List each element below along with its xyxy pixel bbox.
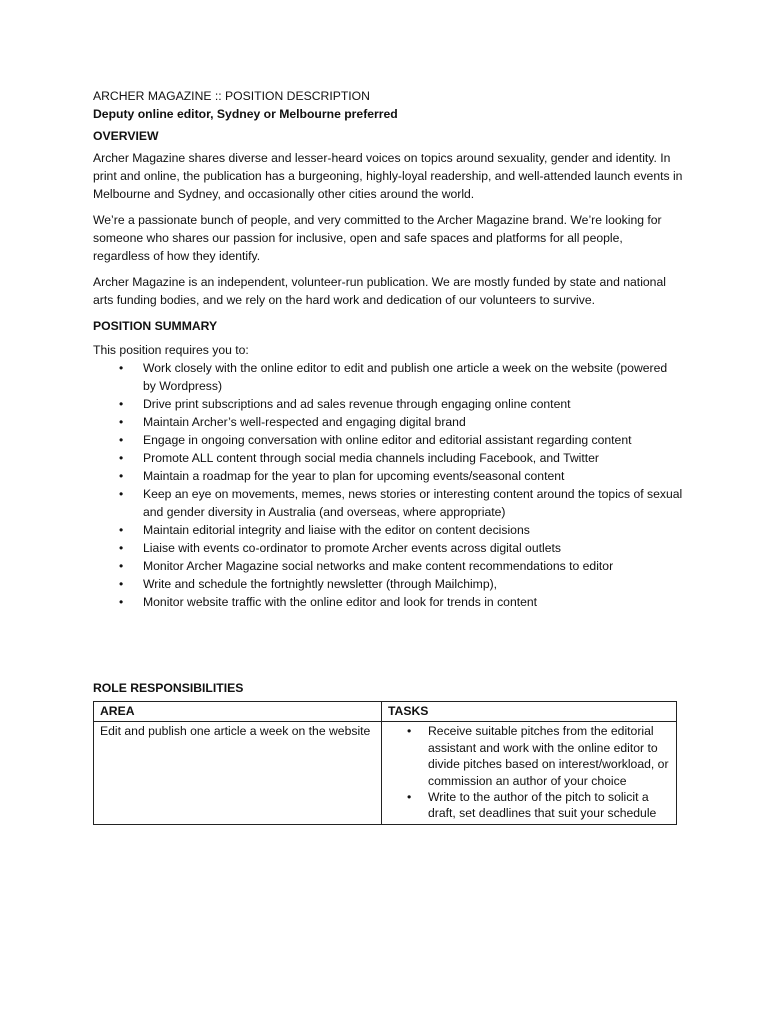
bullet-icon: • [119, 577, 124, 591]
overview-heading: OVERVIEW [93, 129, 159, 143]
list-item [93, 539, 683, 557]
bullet-icon: • [119, 451, 124, 465]
list-item-text: Promote ALL content through social media channels including Facebook, and Twitter [143, 451, 599, 465]
list-item [93, 431, 683, 449]
list-item-text: Maintain Archer’s well-respected and engaging digital brand [143, 415, 466, 429]
list-item [93, 485, 683, 521]
list-item [93, 413, 683, 431]
bullet-icon: • [119, 469, 124, 483]
document-title: ARCHER MAGAZINE :: POSITION DESCRIPTION [93, 89, 370, 103]
bullet-icon: • [119, 559, 124, 573]
list-item [93, 593, 683, 611]
bullet-icon: • [119, 433, 124, 447]
list-item [93, 395, 683, 413]
list-item-text: Monitor website traffic with the online editor and look for trends in content [143, 595, 538, 609]
task-item-text: Receive suitable pitches from the editorial assistant and work with the online editor to divide pitches based on interest/workload, or commission an author of your choice [428, 724, 669, 788]
bullet-icon: • [119, 415, 124, 429]
bullet-icon: • [119, 487, 124, 501]
list-item [93, 359, 683, 395]
list-item-text: Maintain editorial integrity and liaise with the editor on content decisions [143, 523, 530, 537]
role-responsibilities-table [93, 701, 677, 825]
position-summary-heading: POSITION SUMMARY [93, 319, 218, 333]
bullet-icon: • [407, 724, 412, 739]
task-item [388, 789, 670, 822]
position-summary-intro: This position requires you to: [93, 343, 249, 357]
bullet-icon: • [119, 361, 124, 375]
list-item [93, 521, 683, 539]
list-item [93, 449, 683, 467]
list-item-text: Drive print subscriptions and ad sales revenue through engaging online content [143, 397, 571, 411]
list-item [93, 575, 683, 593]
section-spacer [93, 611, 683, 679]
table-header-row [94, 702, 677, 722]
document-subtitle: Deputy online editor, Sydney or Melbourne preferred [93, 107, 398, 121]
task-item-text: Write to the author of the pitch to solicit a draft, set deadlines that suit your schedule [428, 790, 657, 821]
document-body [93, 87, 683, 825]
overview-paragraph-3: Archer Magazine is an independent, volunteer-run publication. We are mostly funded by state and national arts funding bodies, and we rely on the hard work and dedication of our volunteers to survive. [93, 275, 666, 307]
bullet-icon: • [119, 595, 124, 609]
column-header-area: AREA [94, 702, 382, 722]
position-summary-list [93, 359, 683, 611]
list-item-text: Monitor Archer Magazine social networks and make content recommendations to editor [143, 559, 614, 573]
list-item-text: Maintain a roadmap for the year to plan for upcoming events/seasonal content [143, 469, 565, 483]
list-item [93, 557, 683, 575]
list-item-text: Engage in ongoing conversation with online editor and editorial assistant regarding content [143, 433, 632, 447]
tasks-cell [382, 722, 677, 824]
column-header-tasks: TASKS [382, 702, 677, 722]
list-item-text: Work closely with the online editor to edit and publish one article a week on the website (powered by Wordpress) [143, 361, 668, 393]
area-cell: Edit and publish one article a week on the website [94, 722, 382, 824]
bullet-icon: • [119, 523, 124, 537]
table-row [94, 722, 677, 824]
list-item-text: Write and schedule the fortnightly newsletter (through Mailchimp), [143, 577, 498, 591]
list-item-text: Liaise with events co-ordinator to promote Archer events across digital outlets [143, 541, 561, 555]
list-item [93, 467, 683, 485]
bullet-icon: • [119, 541, 124, 555]
role-responsibilities-heading: ROLE RESPONSIBILITIES [93, 681, 244, 695]
task-item [388, 723, 670, 789]
bullet-icon: • [119, 397, 124, 411]
overview-paragraph-1: Archer Magazine shares diverse and lesser-heard voices on topics around sexuality, gender and identity. In print and online, the publication has a burgeoning, highly-loyal readership, and well-attended launch events in Melbourne and Sydney, and occasionally other cities around the world. [93, 151, 683, 201]
bullet-icon: • [407, 790, 412, 805]
overview-paragraph-2: We’re a passionate bunch of people, and very committed to the Archer Magazine brand. We’re looking for someone who shares our passion for inclusive, open and safe spaces and platforms for all people, regardless of how they identify. [93, 213, 662, 263]
task-list [388, 723, 670, 821]
list-item-text: Keep an eye on movements, memes, news stories or interesting content around the topics of sexual and gender diversity in Australia (and overseas, where appropriate) [143, 487, 683, 519]
